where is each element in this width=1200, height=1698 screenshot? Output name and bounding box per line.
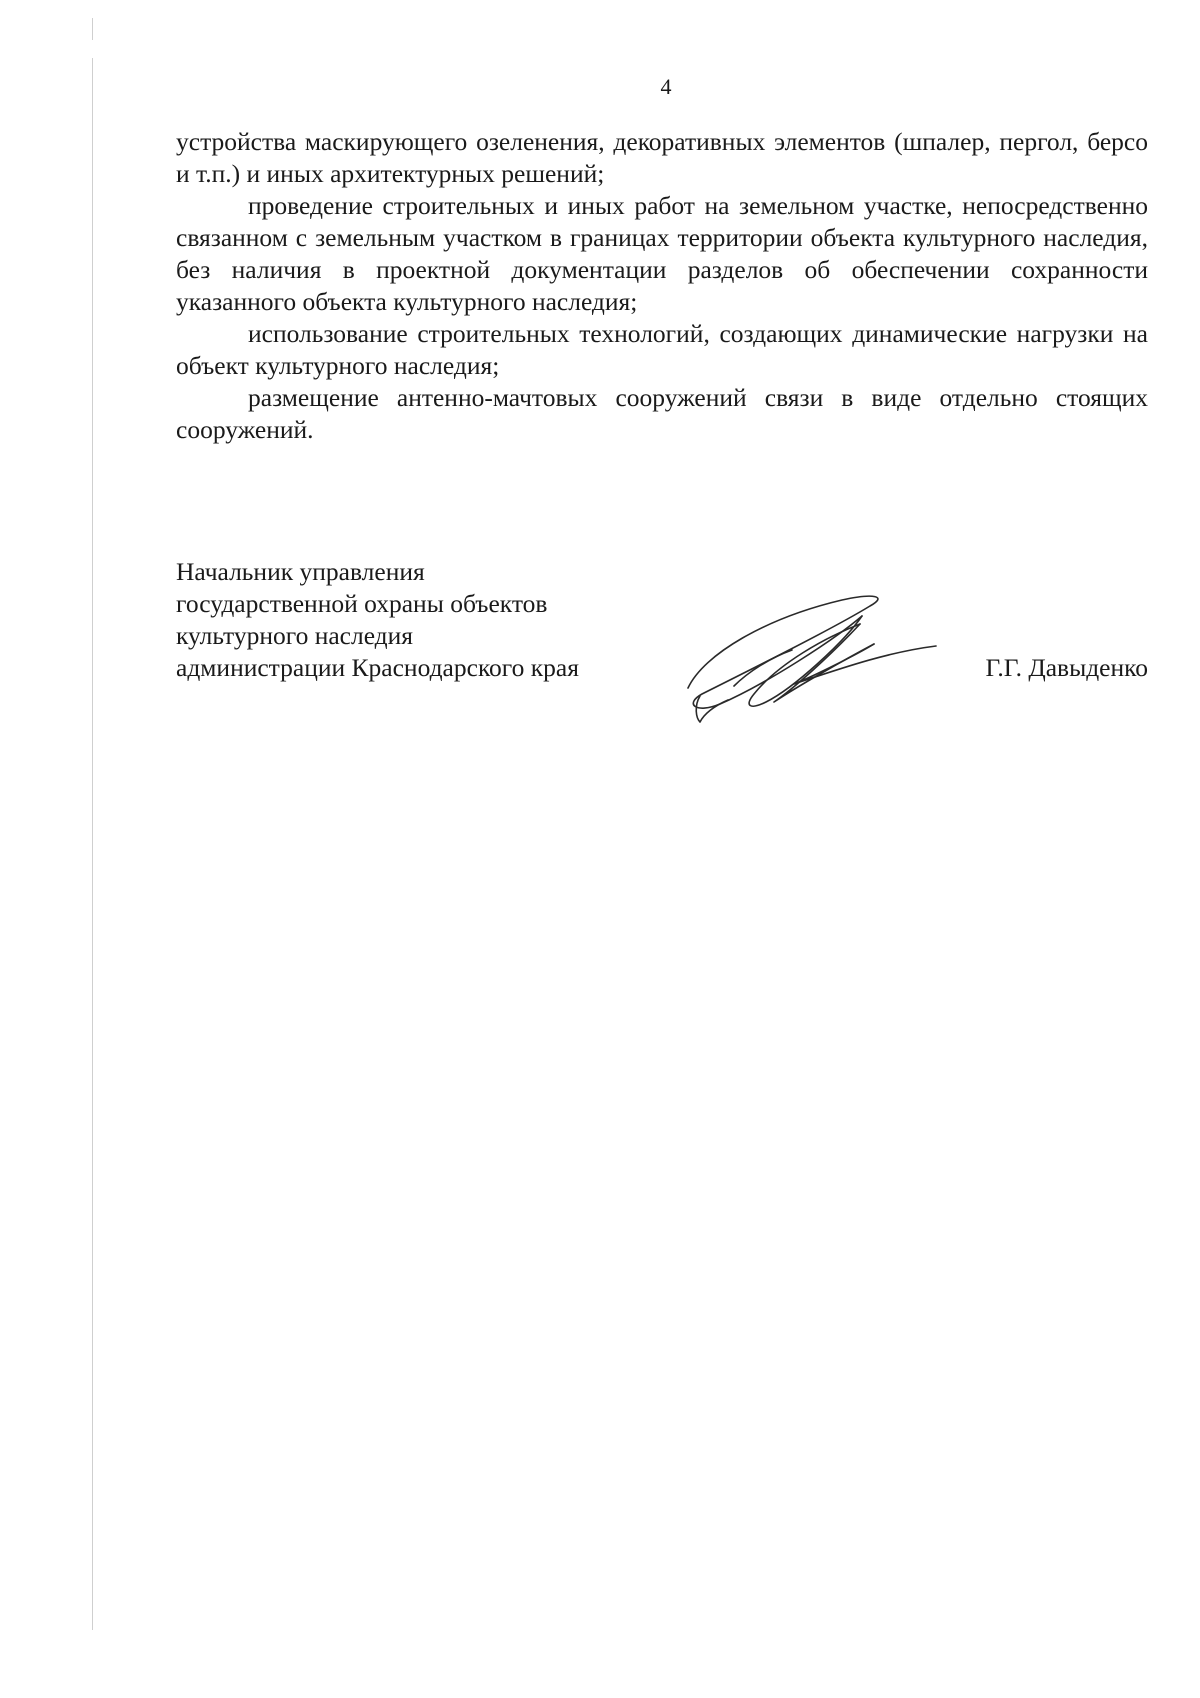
handwritten-signature	[674, 576, 944, 726]
signature-stroke	[696, 696, 728, 722]
paragraph: проведение строительных и иных работ на земельном участке, непосредственно связанном с земельным участком в границах территории объекта культурного наследия, без наличия в проектной документации разделов об обеспечении сохранности указанного объекта культурного наследия;	[176, 191, 1148, 316]
signer-title-line: государственной охраны объектов	[176, 589, 548, 618]
page-number: 4	[660, 74, 672, 99]
signature-stroke	[734, 650, 792, 686]
document-body	[176, 126, 1148, 446]
paragraph: устройства маскирующего озеленения, декоративных элементов (шпалер, пергол, берсо и т.п.) и иных архитектурных решений;	[176, 127, 1148, 188]
paragraph: размещение антенно-мачтовых сооружений связи в виде отдельно стоящих сооружений.	[176, 383, 1148, 444]
signer-title-line: культурного наследия	[176, 621, 414, 650]
signer-title-line: администрации Краснодарского края	[176, 653, 579, 682]
signer-title-line: Начальник управления	[176, 557, 425, 586]
signer-title	[176, 556, 579, 684]
scan-edge-line	[92, 58, 93, 1630]
paragraph: использование строительных технологий, создающих динамические нагрузки на объект культурного наследия;	[176, 319, 1148, 380]
signer-name: Г.Г. Давыденко	[985, 653, 1148, 682]
scan-edge-line	[92, 18, 93, 40]
signature-block	[176, 556, 1148, 736]
